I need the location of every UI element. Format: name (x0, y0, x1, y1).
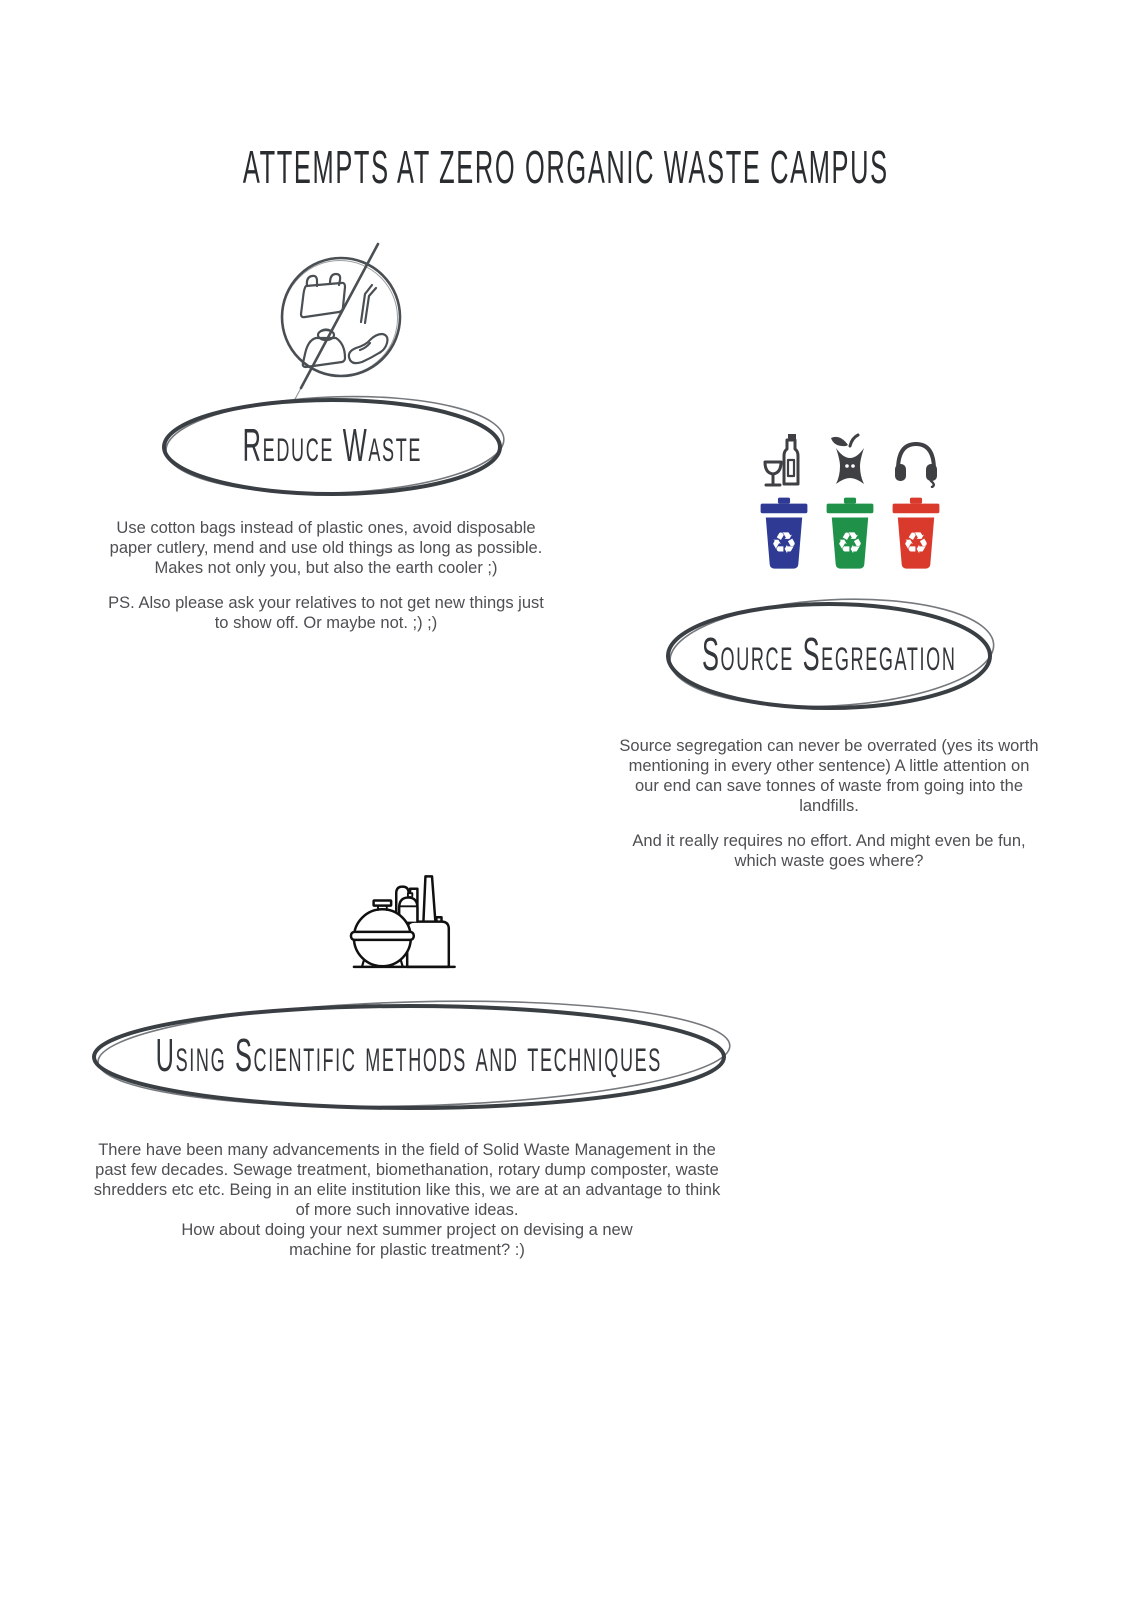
recycle-symbol: ♻ (770, 526, 798, 561)
source-segregation-bubble (662, 598, 996, 714)
page-title-text: ATTEMPTS AT ZERO ORGANIC WASTE CAMPUS (243, 141, 889, 194)
page-title (0, 141, 1132, 194)
section-heading-reduce-waste: Reduce Waste (242, 419, 422, 472)
bin-column-ewaste (890, 432, 942, 571)
recycle-bin-blue (758, 497, 810, 571)
paragraph: How about doing your next summer project on devising a new machine for plastic treatment? :) (181, 1221, 633, 1259)
paragraph: Use cotton bags instead of plastic ones, avoid disposable paper cutlery, mend and use old things as long as possible. Makes not only you, but also the earth cooler ;) (109, 519, 543, 577)
paragraph: And it really requires no effort. And might even be fun, which waste goes where? (632, 832, 1026, 870)
paragraph: There have been many advancements in the field of Solid Waste Management in the past few decades. Sewage treatment, biomethanation, rotary dump composter, waste shredders etc etc. Being in an elite institution like this, we are at an advantage to think of more such innovative ideas. (93, 1141, 721, 1219)
recycle-symbol: ♻ (836, 526, 864, 561)
no-plastic-icon (268, 238, 418, 403)
chemical-plant-icon (332, 845, 478, 991)
section-heading-scientific-methods: Using Scientific methods and techniques (155, 1029, 663, 1082)
paragraph: PS. Also please ask your relatives to not get new things just to show off. Or maybe not. ;) ;) (108, 594, 544, 632)
reduce-waste-text (106, 518, 546, 633)
section-heading-source-segregation: Source Segregation (701, 628, 957, 681)
headphones-icon (893, 432, 939, 488)
glass-bottle-and-wine-glass-icon (761, 432, 807, 488)
recycle-symbol: ♻ (902, 526, 930, 561)
bin-column-organic (824, 432, 876, 571)
scientific-methods-text (92, 1140, 722, 1260)
paragraph: Source segregation can never be overrated (yes its worth mentioning in every other sentence) A little attention on our end can save tonnes of waste from going into the landfills. (619, 737, 1039, 815)
recycle-bin-red (890, 497, 942, 571)
source-segregation-text (618, 736, 1040, 871)
reduce-waste-bubble (158, 394, 506, 500)
recycling-bins-icon (758, 432, 942, 571)
scientific-methods-bubble (88, 1000, 730, 1114)
bin-column-glass (758, 432, 810, 571)
recycle-bin-green (824, 497, 876, 571)
apple-core-icon (827, 432, 873, 488)
